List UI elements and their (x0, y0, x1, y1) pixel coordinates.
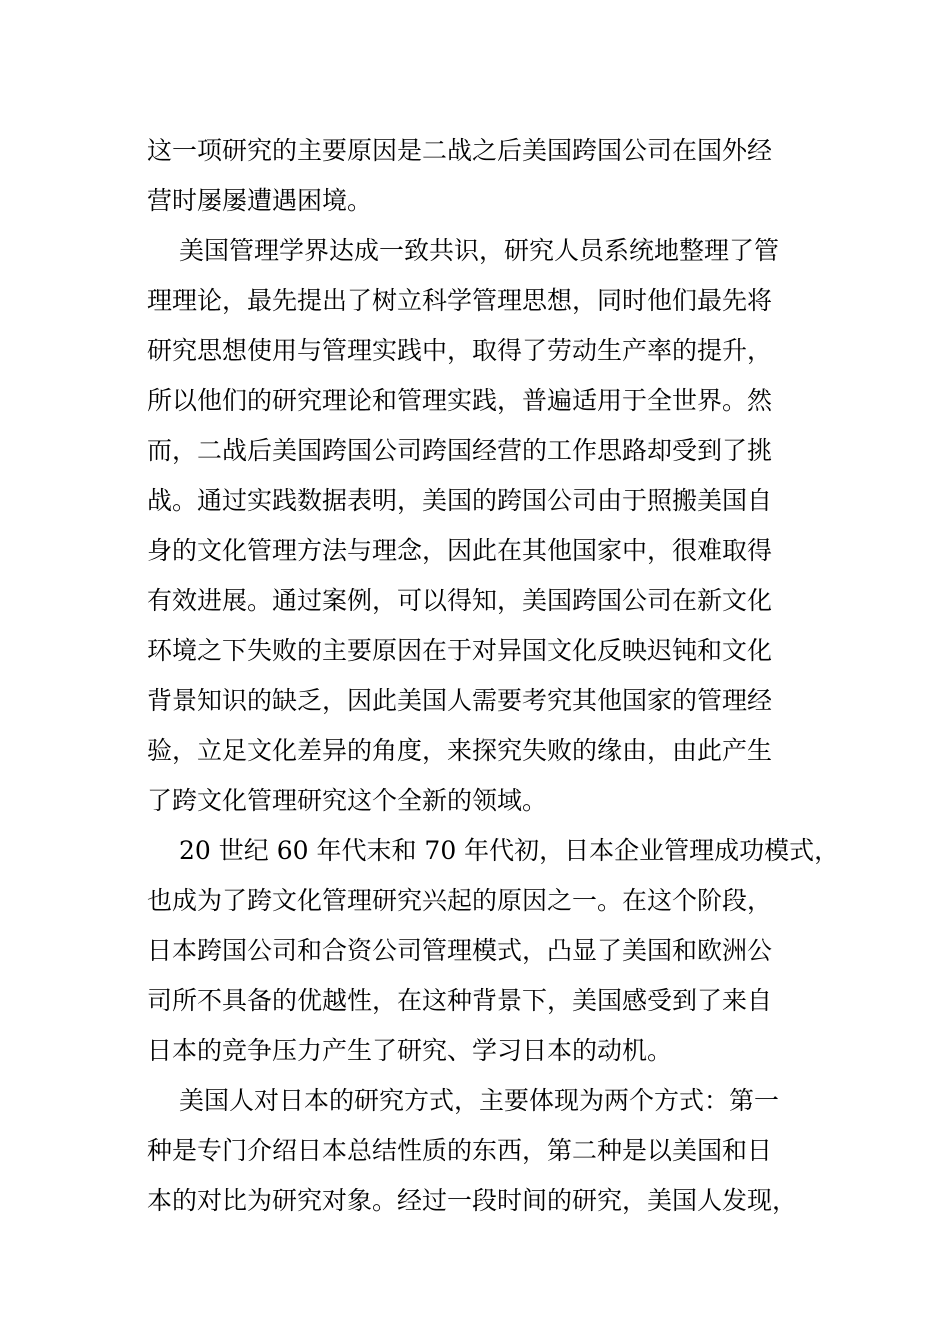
paragraph (147, 1076, 807, 1226)
text-line: 背景知识的缺乏，因此美国人需要考究其他国家的管理经 (147, 686, 773, 715)
text-line: 司所不具备的优越性，在这种背景下，美国感受到了来自 (147, 986, 773, 1015)
text-line: 本的对比为研究对象。经过一段时间的研究，美国人发现， (147, 1186, 798, 1215)
text-line: 理理论，最先提出了树立科学管理思想，同时他们最先将 (147, 286, 773, 315)
text-line: 研究思想使用与管理实践中，取得了劳动生产率的提升， (147, 336, 773, 365)
text-line: 战。通过实践数据表明，美国的跨国公司由于照搬美国自 (147, 486, 773, 515)
text-line: 日本的竞争压力产生了研究、学习日本的动机。 (147, 1036, 673, 1065)
text-line: 环境之下失败的主要原因在于对异国文化反映迟钝和文化 (147, 636, 773, 665)
paragraph (147, 826, 840, 1076)
text-line: 有效进展。通过案例，可以得知，美国跨国公司在新文化 (147, 586, 773, 615)
text-line: 验，立足文化差异的角度，来探究失败的缘由，由此产生 (147, 736, 773, 765)
text-line: 日本跨国公司和合资公司管理模式，凸显了美国和欧洲公 (147, 936, 773, 965)
text-line: 身的文化管理方法与理念，因此在其他国家中，很难取得 (147, 536, 773, 565)
text-line: 了跨文化管理研究这个全新的领域。 (147, 786, 548, 815)
text-line: 美国管理学界达成一致共识，研究人员系统地整理了管 (179, 236, 780, 265)
text-line: 种是专门介绍日本总结性质的东西，第二种是以美国和日 (147, 1136, 773, 1165)
text-line: 所以他们的研究理论和管理实践，普遍适用于全世界。然 (147, 386, 773, 415)
document-body (147, 126, 840, 1226)
text-line: 营时屡屡遭遇困境。 (147, 186, 373, 215)
text-line: 这一项研究的主要原因是二战之后美国跨国公司在国外经 (147, 136, 773, 165)
text-line: 而，二战后美国跨国公司跨国经营的工作思路却受到了挑 (147, 436, 773, 465)
paragraph (147, 226, 807, 826)
text-line: 美国人对日本的研究方式，主要体现为两个方式：第一 (179, 1086, 780, 1115)
text-line: 也成为了跨文化管理研究兴起的原因之一。在这个阶段， (147, 886, 773, 915)
paragraph (147, 126, 807, 226)
text-line: 20 世纪 60 年代末和 70 年代初，日本企业管理成功模式， (179, 836, 840, 865)
